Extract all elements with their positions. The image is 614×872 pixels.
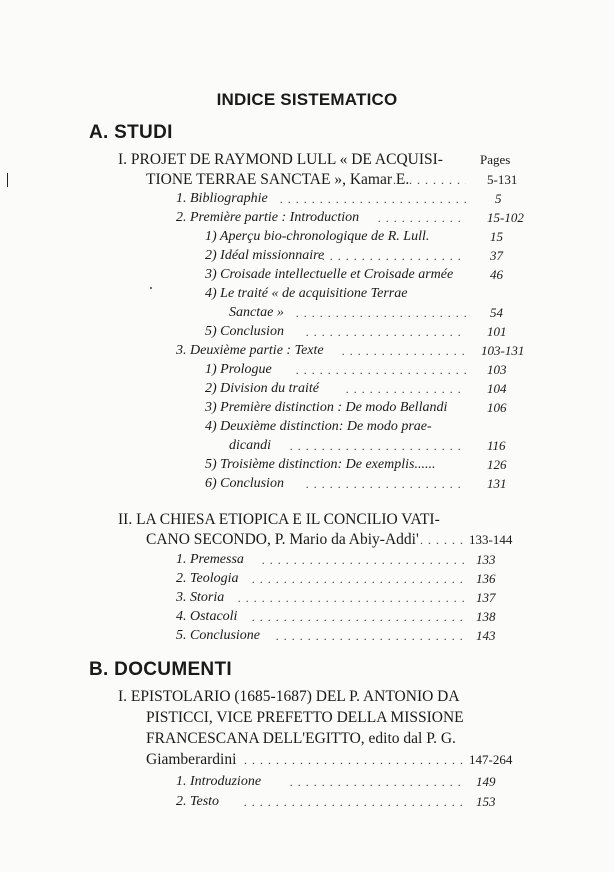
page-number: 103 <box>487 362 507 377</box>
toc-entry <box>0 792 614 812</box>
dot-leader <box>346 379 466 399</box>
toc-entry <box>0 322 614 342</box>
entry-title: 1. Premessa <box>176 552 244 567</box>
dot-leader <box>244 792 466 812</box>
section-heading-a: A. STUDI <box>89 122 173 143</box>
dot-leader <box>393 170 466 190</box>
entry-title: 1. Bibliographie <box>176 191 268 206</box>
toc-entry <box>0 436 614 456</box>
entry-title: 3) Croisade intellectuelle et Croisade armée <box>205 267 454 282</box>
page-number: 54 <box>490 305 503 320</box>
entry-title: 3) Première distinction : De modo Bellandi <box>205 400 448 415</box>
toc-entry <box>0 474 614 494</box>
section-heading-b: B. DOCUMENTI <box>89 659 232 680</box>
entry-title: FRANCESCANA DELL'EGITTO, edito dal P. G. <box>146 730 456 747</box>
dot-leader <box>296 360 466 380</box>
dot-leader <box>280 189 466 209</box>
entry-title: 2. Testo <box>176 794 220 809</box>
toc-entry <box>0 227 614 247</box>
toc-entry <box>0 379 614 399</box>
toc-entry <box>0 550 614 570</box>
entry-title: 3. Deuxième partie : Texte <box>176 343 324 358</box>
dot-leader <box>306 322 466 342</box>
toc-entry <box>0 417 614 437</box>
toc-entry <box>0 360 614 380</box>
dot-leader <box>306 474 466 494</box>
entry-title: 5) Troisième distinction: De exemplis...... <box>205 457 436 472</box>
entry-title: 4. Ostacoli <box>176 609 238 624</box>
dot-leader <box>296 303 466 323</box>
toc-entry <box>0 530 614 550</box>
entry-title: 4) Le traité « de acquisitione Terrae <box>205 286 408 301</box>
page-number: 153 <box>476 794 496 809</box>
page-number: 37 <box>490 248 503 263</box>
page-number: 116 <box>487 438 506 453</box>
pages-header: Pages <box>480 152 511 167</box>
toc-entry <box>0 569 614 589</box>
entry-title: 2. Première partie : Introduction <box>176 210 360 225</box>
entry-title: 2) Idéal missionnaire <box>205 248 325 263</box>
entry-title: CANO SECONDO, P. Mario da Abiy-Addi' <box>146 531 419 548</box>
entry-title: dicandi <box>229 438 271 453</box>
page-number: 143 <box>476 628 496 643</box>
dot-leader <box>252 569 466 589</box>
dot-leader <box>290 436 466 456</box>
dot-leader <box>322 246 466 266</box>
entry-title: I. PROJET DE RAYMOND LULL « DE ACQUISI- <box>118 151 443 168</box>
page-number: 131 <box>487 476 507 491</box>
entry-title: 1) Aperçu bio-chronologique de R. Lull. <box>205 229 430 244</box>
toc-entry <box>0 588 614 608</box>
dot-leader <box>252 607 466 627</box>
entry-title: PISTICCI, VICE PREFETTO DELLA MISSIONE <box>146 709 464 726</box>
page-title: INDICE SISTEMATICO <box>216 90 398 109</box>
toc-entry <box>0 455 614 475</box>
toc-entry <box>0 708 614 728</box>
dot-leader <box>378 208 466 228</box>
dot-leader <box>290 772 466 792</box>
entry-title: 6) Conclusion <box>205 476 284 491</box>
entry-title: 5) Conclusion <box>205 324 284 339</box>
toc-entry <box>0 607 614 627</box>
page-number: 5 <box>495 191 502 206</box>
toc-entry <box>0 626 614 646</box>
entry-title: 4) Deuxième distinction: De modo prae- <box>205 419 432 434</box>
entry-title: 5. Conclusione <box>176 628 260 643</box>
toc-entry <box>0 170 614 190</box>
toc-entry <box>0 729 614 749</box>
entry-title: Giamberardini <box>146 751 237 768</box>
dot-leader <box>244 750 466 770</box>
page-number: 15-102 <box>487 210 524 225</box>
toc-entry <box>0 246 614 266</box>
page-number: 106 <box>487 400 507 415</box>
toc-entry <box>0 150 614 170</box>
toc-entry <box>0 284 614 304</box>
page-number: 138 <box>476 609 496 624</box>
page-number: 104 <box>487 381 507 396</box>
page-number: 147-264 <box>469 752 513 767</box>
dot-leader <box>262 550 466 570</box>
dot-leader <box>238 588 466 608</box>
entry-title: 2. Teologia <box>176 571 239 586</box>
dot-leader <box>342 341 466 361</box>
toc-entry <box>0 189 614 209</box>
dot-leader <box>420 530 466 550</box>
toc-entry <box>0 687 614 707</box>
toc-entry <box>0 303 614 323</box>
page-number: 5-131 <box>487 172 518 187</box>
page-number: 46 <box>490 267 503 282</box>
page-number: 136 <box>476 571 496 586</box>
entry-title: II. LA CHIESA ETIOPICA E IL CONCILIO VATI- <box>118 511 440 528</box>
page-number: 15 <box>490 229 503 244</box>
entry-title: 3. Storia <box>176 590 225 605</box>
dot-leader <box>276 626 466 646</box>
toc-entry <box>0 208 614 228</box>
page-number: 101 <box>487 324 507 339</box>
entry-title: I. EPISTOLARIO (1685-1687) DEL P. ANTONIO DA <box>118 688 460 705</box>
page-number: 126 <box>487 457 507 472</box>
toc-entry <box>0 265 614 285</box>
entry-title: Sanctae » <box>229 305 284 320</box>
page-number: 133-144 <box>469 532 513 547</box>
page-number: 103-131 <box>481 343 525 358</box>
entry-title: 2) Division du traité <box>205 381 319 396</box>
toc-entry <box>0 750 614 770</box>
toc-entry <box>0 510 614 530</box>
toc-entry <box>0 772 614 792</box>
entry-title: 1. Introduzione <box>176 774 262 789</box>
entry-title: 1) Prologue <box>205 362 272 377</box>
page-number: 149 <box>476 774 496 789</box>
page-number: 137 <box>476 590 496 605</box>
page-number: 133 <box>476 552 496 567</box>
toc-entry <box>0 341 614 361</box>
entry-title: TIONE TERRAE SANCTAE », Kamar E. <box>146 171 410 188</box>
toc-entry <box>0 398 614 418</box>
